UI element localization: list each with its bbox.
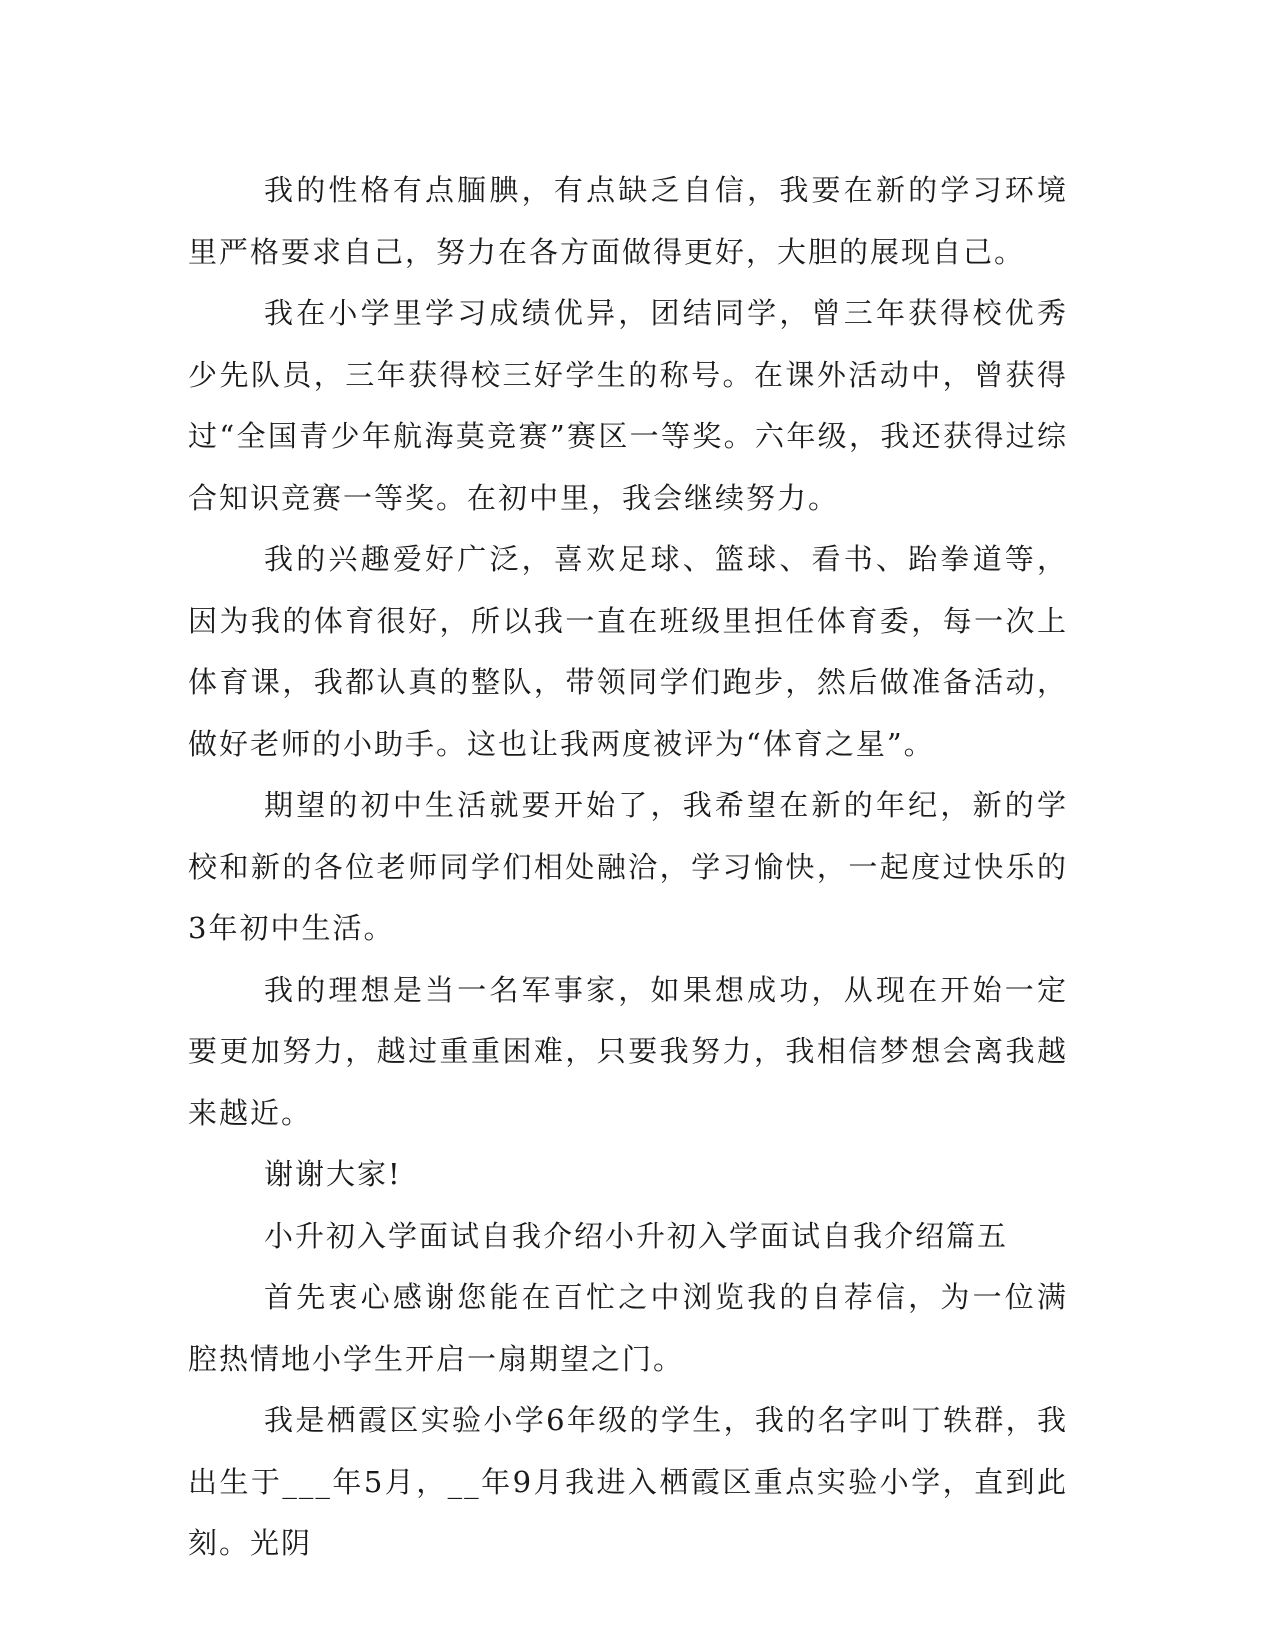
paragraph-gratitude: 首先衷心感谢您能在百忙之中浏览我的自荐信，为一位满腔热情地小学生开启一扇期望之门。 bbox=[188, 1280, 1068, 1376]
paragraph-personality: 我的性格有点腼腆，有点缺乏自信，我要在新的学习环境里严格要求自己，努力在各方面做得更好，大胆的展现自己。 bbox=[188, 173, 1068, 269]
section-heading: 小升初入学面试自我介绍小升初入学面试自我介绍篇五 bbox=[264, 1218, 1009, 1253]
paragraph-thanks: 谢谢大家! bbox=[264, 1157, 402, 1191]
document-body bbox=[188, 160, 1068, 1575]
paragraph-expectations: 期望的初中生活就要开始了，我希望在新的年纪，新的学校和新的各位老师同学们相处融洽，学习愉快，一起度过快乐的3年初中生活。 bbox=[188, 788, 1068, 945]
paragraph-self-intro: 我是栖霞区实验小学6年级的学生，我的名字叫丁轶群，我出生于___年5月，__年9月我进入栖霞区重点实验小学，直到此刻。光阴 bbox=[188, 1403, 1068, 1560]
paragraph-ideal: 我的理想是当一名军事家，如果想成功，从现在开始一定要更加努力，越过重重困难，只要我努力，我相信梦想会离我越来越近。 bbox=[188, 972, 1068, 1130]
paragraph-achievements: 我在小学里学习成绩优异，团结同学，曾三年获得校优秀少先队员，三年获得校三好学生的称号。在课外活动中，曾获得过“全国青少年航海莫竞赛”赛区一等奖。六年级，我还获得过综合知识竞赛一等奖。在初中里，我会继续努力。 bbox=[188, 296, 1068, 515]
paragraph-hobbies: 我的兴趣爱好广泛，喜欢足球、篮球、看书、跆拳道等，因为我的体育很好，所以我一直在班级里担任体育委，每一次上体育课，我都认真的整队，带领同学们跑步，然后做准备活动，做好老师的小助手。这也让我两度被评为“体育之星”。 bbox=[188, 542, 1068, 761]
